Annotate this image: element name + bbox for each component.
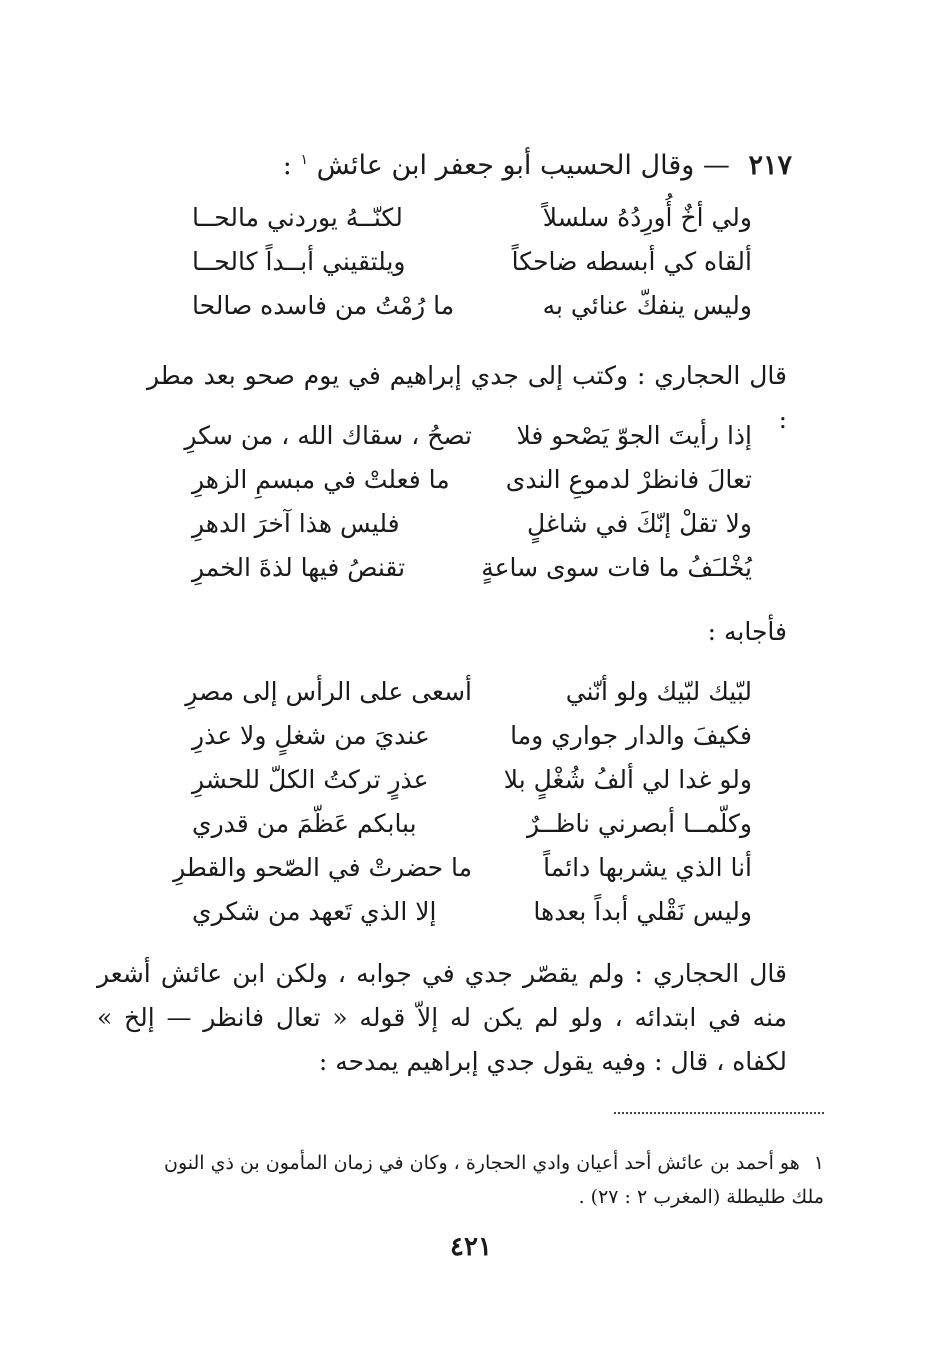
first-hemistich: يُخْلـَفُ ما فات سوى ساعةٍ <box>481 553 752 582</box>
footnote-number: ١ <box>813 1152 824 1174</box>
second-hemistich: تصحُ ، سقاك الله ، من سكرِ <box>184 421 472 450</box>
section-heading <box>152 140 792 186</box>
first-hemistich: ولو غدا لي ألفُ شُغْلٍ بلا <box>503 765 752 794</box>
first-hemistich: ولا تقلْ إنّكَ في شاغلٍ <box>527 509 752 538</box>
verse-line <box>192 240 752 284</box>
poem-two <box>184 414 752 590</box>
second-hemistich: فليس هذا آخرَ الدهرِ <box>192 509 400 538</box>
verse-line <box>192 758 752 802</box>
first-hemistich: وليس ينفكّ عنائي به <box>542 291 752 320</box>
first-hemistich: أنا الذي يشربها دائماً <box>543 853 752 882</box>
verse-line <box>192 546 752 590</box>
footnote-marker: ١ <box>300 152 309 168</box>
verse-line <box>173 846 752 890</box>
second-hemistich: ما فعلتْ في مبسمِ الزهرِ <box>192 465 450 494</box>
first-hemistich: ألقاه كي أبسطه ضاحكاً <box>511 247 752 276</box>
second-hemistich: لكنّــهُ يوردني مالحــا <box>192 203 403 232</box>
verse-line <box>192 458 752 502</box>
poem-three <box>173 670 752 934</box>
heading-colon: : <box>282 150 292 181</box>
first-hemistich: إذا رأيتَ الجوّ يَصْحو فلا <box>516 421 752 450</box>
first-hemistich: وليس نَقْلي أبداً بعدها <box>533 897 752 926</box>
first-hemistich: وكلّمــا أبصرني ناظــرٌ <box>527 809 752 838</box>
footnote <box>134 1146 824 1214</box>
first-hemistich: تعالَ فانظرْ لدموعِ الندى <box>505 465 752 494</box>
second-hemistich: ما حضرتْ في الصّحو والقطرِ <box>173 853 472 882</box>
second-hemistich: تقنصُ فيها لذةَ الخمرِ <box>192 553 406 582</box>
footnote-separator <box>614 1112 824 1114</box>
second-hemistich: أسعى على الرأس إلى مصرِ <box>185 677 472 706</box>
first-hemistich: ولي أخٌ أُورِدُهُ سلسلاً <box>542 203 752 232</box>
verse-line <box>192 714 752 758</box>
verse-line <box>192 502 752 546</box>
intro-paragraph: قال الحجاري : وكتب إلى جدي إبراهيم في يوم صحو بعد مطر : <box>147 361 787 434</box>
verse-line <box>192 196 752 240</box>
closing-paragraph: قال الحجاري : ولم يقصّر جدي في جوابه ، ولكن ابن عائش أشعر منه في ابتدائه ، ولو لم يكن له إلاّ قوله « تعال فانظر — إلخ » لكفاه ، قال : وفيه يقول جدي إبراهيم يمدحه : <box>97 959 787 1076</box>
section-number: ٢١٧ <box>748 150 792 181</box>
verse-line <box>192 284 752 328</box>
second-hemistich: ببابكم عَظّمَ من قدري <box>192 809 417 838</box>
section-heading-text: — وقال الحسيب أبو جعفر ابن عائش <box>316 150 730 181</box>
verse-line <box>192 890 752 934</box>
first-hemistich: فكيفَ والدار جواري وما <box>510 721 752 750</box>
footnote-text: هو أحمد بن عائش أحد أعيان وادي الحجارة ، وكان في زمان المأمون بن ذي النون ملك طليطلة (المغرب ٢ : ٢٧) . <box>163 1152 824 1208</box>
verse-line <box>184 414 752 458</box>
second-hemistich: ويلتقيني أبــداً كالحــا <box>192 247 406 276</box>
first-hemistich: لبّيك لبّيك ولو أنّني <box>565 677 752 706</box>
page-number: ٤٢١ <box>450 1232 492 1262</box>
second-hemistich: عذرٍ تركتُ الكلّ للحشرِ <box>192 765 429 794</box>
second-hemistich: إلا الذي تَعهد من شكري <box>192 897 437 926</box>
verse-line <box>185 670 752 714</box>
reply-label: فأجابه : <box>707 617 787 646</box>
second-hemistich: عنديَ من شغلٍ ولا عذرِ <box>192 721 430 750</box>
poem-one <box>192 196 752 328</box>
verse-line <box>192 802 752 846</box>
second-hemistich: ما رُمْتُ من فاسده صالحا <box>192 291 455 320</box>
